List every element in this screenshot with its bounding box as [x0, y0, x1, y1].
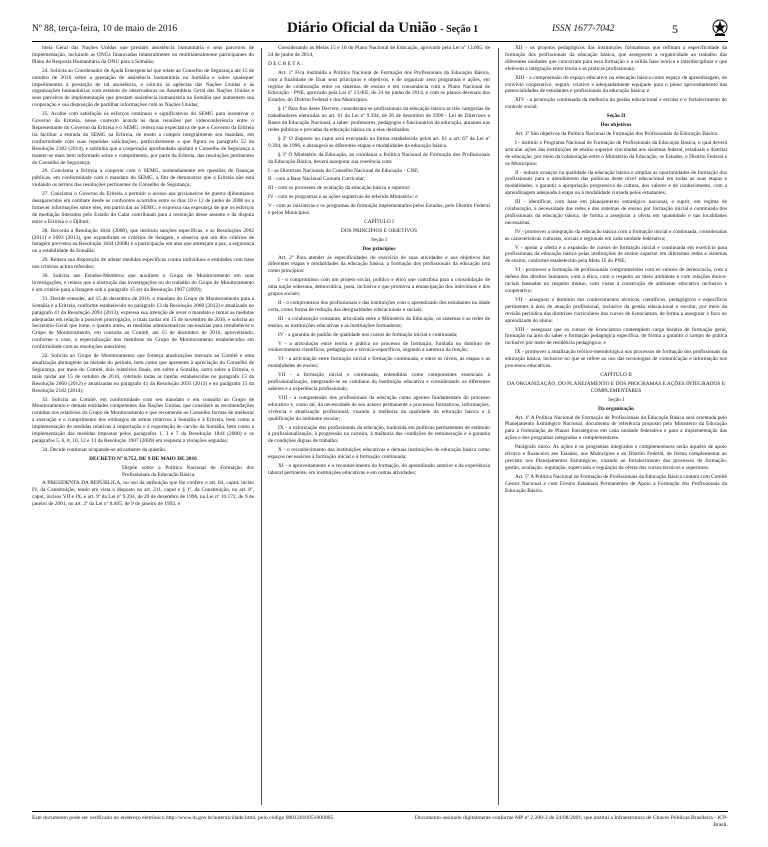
paragraph: IV - a garantia de padrão de qualidade nos cursos de formação inicial e continuada; [278, 331, 458, 338]
paragraph: IV - com os programas e as ações supletivas do referido Ministério; e [268, 194, 418, 201]
header-rule [32, 41, 728, 42]
paragraph: II - o compromisso dos profissionais e das instituições com o aprendizado dos estudantes na idade certa, como forma de redução das desigualdades educacionais e sociais; [268, 300, 490, 313]
paragraph: Parágrafo único. As ações e os programas integrados e complementares serão aqueles de apoio técnico e financeiro aos Estados, aos Municípios e ao Distrito Federal, de forma complementar ao previsto nos Planejamentos Estratégicos, visando ao fortalecimento dos processos de formação, gestão, avaliação, regulação, supervisão e regulação da oferta dos cursos técnicos e superiores. [505, 444, 727, 471]
paragraph: Art. 4º A Política Nacional de Formação de Profissionais da Educação Básica será orientada pelo Planejamento Estratégico Nacional, documento de referência proposto pelo Ministério da Educação para a formulação de Planos Estratégicos em cada unidade federativa e para a implementação das ações e dos programas integrados e complementares. [505, 414, 727, 442]
paragraph: IX - a valorização dos profissionais da educação, traduzida em políticas permanentes de estímulo à profissionalização, à progressão na carreira, à melhoria das condições de remuneração e à garantia de condições dignas de trabalho; [268, 424, 490, 445]
page-number: 5 [672, 22, 678, 36]
section-label: - Seção 1 [440, 24, 479, 35]
coat-of-arms-icon [710, 18, 730, 38]
paragraph: V - com as iniciativas e os programas de formação implementados pelos Estados, pelo Distrito Federal e pelos Municípios. [268, 203, 490, 217]
paragraph: 28. Recorda a Resolução 1844 (2008), que instituiu sanções específicas, e as Resoluções 2002 (2011) e 2093 (2013), que expandiram os critérios de listagem, e observa que um dos critérios de listagem previstos na Resolução 1844 (2008) é a participação em atos que ameaçam a paz, a segurança ou a estabilidade da Somália; [32, 227, 254, 255]
paragraph: Da organização [598, 405, 634, 412]
paragraph: CAPÍTULO II [600, 371, 632, 378]
paragraph: XII - os projetos pedagógicos das instituições formadoras que reflitam a especificidade da formação dos profissionais da educação básica, que assegurem a organicidade ao trabalho das diferentes unidades que concorram para essa formação e a sólida base teórica e interdisciplinar e que efetivem a integração entre teoria e as práticas profissionais; [505, 45, 727, 72]
paragraph: III - a colaboração constante, articulada entre o Ministério da Educação, os sistemas e as redes de ensino, as instituições educativas e as instituições formadoras; [268, 315, 490, 329]
paragraph: D E C R E T A : [268, 60, 303, 67]
paragraph: 33. Solicita ao Comitê, em conformidade com seu mandato e em consulta ao Grupo de Monitoramento e demais entidades competentes das Nações Unidas, que considere as recomendações contidas nos relatórios do Grupo de Monitoramento e que recomende ao Conselho formas de melhorar a execução e o cumprimento dos embargos de armas relativos à Somália e à Eritreia, bem como a implementação de medidas relativas à importação e à exportação de carvão da Somália, bem como a implementação das medidas impostas pelos parágrafos 1, 3 e 7 da Resolução 1844 (2008) e os parágrafos 5, 6, 8, 10, 12 e 13 da Resolução 1907 (2009) em resposta a violações seguidas; [32, 396, 254, 444]
paragraph: VII - assegurar o domínio dos conhecimentos técnicos, científicos, pedagógicos e específicos pertinentes à área de atuação profissional, inclusive da gestão educacional e escolar, por meio da revisão periódica das diretrizes curriculares dos cursos de licenciatura, de forma a assegurar o foco no aprendizado do aluno; [505, 296, 727, 324]
paragraph: 34. Decide continuar ocupando-se ativamente da questão. [42, 446, 167, 453]
paragraph: I - o compromisso com um projeto social, político e ético que contribua para a consolidação de uma nação soberana, democrática, justa, inclusiva e que promova a emancipação dos indivíduos e dos grupos sociais; [268, 277, 490, 298]
paragraph: Seção II [606, 113, 626, 120]
paragraph: 29. Reitera sua disposição de adotar medidas específicas contra indivíduos e entidades com base nos critérios acima referidos; [32, 257, 254, 271]
paragraph: Art. 3º São objetivos da Política Nacional de Formação dos Profissionais da Educação Básica: [515, 130, 719, 137]
paragraph: VII - a formação inicial e continuada, entendidas como componentes essenciais à profissionalização, integrando-se ao cotidiano da instituição educativa e considerando os diferentes saberes e a experiência profissionais; [268, 372, 490, 392]
paragraph: II - induzir avanços na qualidade da educação básica e ampliar as oportunidades de formação dos profissionais para o atendimento das políticas deste nível educacional em todas as suas etapas e modalidades, e garantir a apropriação progressiva da cultura, dos valores e do conhecimento, com a aprendizagem adequada à etapa ou à modalidade cursada pelos estudantes; [505, 169, 727, 197]
paragraph: § 3º O Ministério da Educação, ao coordenar a Política Nacional de Formação dos Profissionais da Educação Básica, deverá assegurar sua coerência com: [268, 151, 490, 165]
paragraph: Considerando as Metas 15 e 16 do Plano Nacional de Educação, aprovado pela Lei nº 13.005, de 24 de junho de 2014, [268, 45, 490, 58]
paragraph: III - com os processos de avaliação da educação básica e superior; [268, 185, 411, 192]
paragraph: XIV - a promoção continuada da melhoria da gestão educacional e escolar e o fortalecimento do controle social. [505, 97, 727, 111]
paragraph: IV - promover a integração da educação básica com a formação inicial e continuada, consideradas as características culturais, sociais e regionais em cada unidade federativa; [505, 228, 727, 242]
footer-verification: Este documento pode ser verificado no endereço eletrônico http://www.in.gov.br/autenticidade.html, pelo código 00012016051000005 [32, 815, 334, 821]
paragraph: X - o reconhecimento das instituições educativas e demais instituições de educação básica como espaços necessários à formação inicial e à formação continuada; [268, 447, 490, 461]
paragraph: I - instituir o Programa Nacional de Formação de Profissionais da Educação Básica, o qual deverá articular ações das instituições de ensino superior vinculadas aos sistemas federal, estaduais e distrital de educação, por meio da colaboração entre o Ministério da Educação, os Estados, o Distrito Federal e os Municípios; [505, 139, 727, 167]
paragraph: § 2º O disposto no caput será executado na forma estabelecida pelos art. 61 a art. 67 da Lei nº 9.394, de 1996, e abrangerá as diferentes etapas e modalidades da educação básica. [268, 135, 490, 149]
paragraph: Seção I [607, 396, 624, 403]
page-header [32, 20, 728, 42]
paragraph: V - apoiar a oferta e a expansão de cursos de formação inicial e continuada em exercício para profissionais da educação básica pelas instituições de ensino superior em diferentes redes e sistemas de ensino, conforme estabelecido pela Meta 15 do PNE; [505, 244, 727, 265]
footer-rule [32, 811, 728, 812]
paragraph: VI - promover a formação de profissionais comprometidos com os valores de democracia, com a defesa dos direitos humanos, com a ética, com o respeito ao meio ambiente e com relações étnico-raciais baseadas no respeito mútuo, com vistas à construção de ambiente educativo inclusivo e cooperativo; [505, 267, 727, 294]
paragraph: IX - promover a atualização teórico-metodológica nos processos de formação dos profissionais da educação básica, inclusive no que se refere ao uso das tecnologias de comunicação e informação nos processos educativos. [505, 349, 727, 370]
paragraph: 27. Conclama o Governo da Eritreia a permitir o acesso aos prisioneiros de guerra djiboutianos desaparecidos em combate desde os confrontos ocorridos entre os dias 10 e 12 de junho de 2008 ou a fornecer informações sobre eles, em particular ao SEMG, e expressa sua esperança de que os esforços de mediação liderados pelo Estado do Catar contribuam para a resolução desse assunto e da disputa entre a Eritreia e o Djibuti; [32, 191, 254, 225]
paragraph: VI - a articulação entre formação inicial e formação continuada, e entre os níveis, as etapas e as modalidades de ensino; [268, 356, 490, 370]
paragraph: CAPÍTULO I [364, 218, 394, 225]
paragraph: 26. Conclama a Eritreia a cooperar com o SEMG, nomeadamente em questões de finanças públicas, em conformidade com o mandato do SEMG, a fim de demonstrar que a Eritreia não está violando os termos das resoluções pertinentes do Conselho de Segurança; [32, 168, 254, 189]
column-divider [498, 48, 499, 805]
paragraph: Dispõe sobre a Política Nacional de Formação dos Profissionais da Educação Básica. [122, 464, 254, 478]
paragraph: Dos objetivos [600, 122, 632, 129]
paragraph: XIII - a compreensão do espaço educativo na educação básica como espaço de aprendizagem, de convívio cooperativo, seguro, criativo e adequadamente equipado para o pleno aproveitamento das potencialidades de estudantes e profissionais da educação básica; e [505, 74, 727, 95]
column-2 [268, 45, 490, 805]
paragraph: § 1º Para fins deste Decreto, consideram-se profissionais da educação básica as três categorias de trabalhadores elencadas no art. 61 da Lei nº 9.394, de 20 de dezembro de 1996 - Lei de Diretrizes e Bases da Educação Nacional, a saber: professores, pedagogos e funcionários da educação, atuantes nas redes públicas e privadas da educação básica ou a elas destinados. [268, 106, 490, 133]
paragraph: Dos princípios [362, 245, 396, 252]
paragraph: DOS PRINCÍPIOS E OBJETIVOS [340, 227, 418, 234]
paragraph: Art. 1º Fica instituída a Política Nacional de Formação dos Profissionais da Educação Básica, com a finalidade de fixar seus princípios e objetivos, e de organizar seus programas e ações, em regime de colaboração entre os sistemas de ensino e em consonância com o Plano Nacional de Educação - PNE, aprovado pela Lei nº 13.005, de 24 de junho de 2014, e com os planos decenais dos Estados, do Distrito Federal e dos Municípios. [268, 69, 490, 104]
paragraph: DECRETO Nº 8.752, DE 9 DE MAIO DE 2016 [89, 455, 197, 462]
column-3 [505, 45, 727, 805]
issn: ISSN 1677-7042 [552, 24, 615, 34]
paragraph: 25. Acolhe com satisfação os esforços contínuos e significativos do SEMG para incentivar o Governo da Eritreia, nesse contexto acorda as duas reuniões por videoconferência entre o Representante do Governo da Eritreia e o SEMG, reitera sua expectativa de que o Governo da Eritreia irá facilitar a entrada do SEMG na Eritreia, de modo a cumprir integralmente seu mandato, em conformidade com suas repetidas solicitações, particularmente a que figura no parágrafo 52 da Resolução 2182 (2014), e sublinha que a cooperação aprofundada ajudará o Conselho de Segurança a manter-se mais bem informado sobre o cumprimento, por parte da Eritreia, das resoluções pertinentes do Conselho de Segurança; [32, 111, 254, 166]
column-1 [32, 45, 254, 805]
paragraph: Seção I [370, 236, 387, 243]
paragraph: 31. Decide estender, até 15 de dezembro de 2016, o mandato do Grupo de Monitoramento para a Somália e a Eritreia, conforme estabelecido no parágrafo 13 da Resolução 2060 (2012) e atualizado no parágrafo 41 da Resolução 2093 (2013), expressa sua intenção de rever o mandato e tomar as medidas adequadas em relação a possível prorrogação, o mais tardar em 15 de novembro de 2016, e solicita ao Secretário-Geral que tome, o quanto antes, as medidas administrativas necessárias para restabelecer o Grupo de Monitoramento, em consulta ao Comitê, até 15 de dezembro de 2016, aproveitando, conforme o caso, a especialização dos membros do Grupo de Monitoramento estabelecidos em conformidade com as resoluções anteriores; [32, 295, 254, 351]
paragraph: Art. 2º Para atender às especificidades do exercício de suas atividades e aos objetivos das diferentes etapas e modalidades da educação básica, a formação dos profissionais da educação terá como princípios: [268, 254, 490, 275]
newspaper-title: Diário Oficial da União - Seção 1 [287, 20, 479, 36]
paragraph: XI - o aproveitamento e o reconhecimento da formação, do aprendizado anterior e da experiência laboral pertinente, em instituições educativas e em outras atividades; [268, 463, 490, 476]
footer-signature: Documento assinado digitalmente conforme MP nº 2.200-2 de 24/08/2001, que institui a Infraestrutura de Chaves Públicas Brasileira - ICP-Brasil. [414, 815, 728, 828]
paragraph: 30. Solicita aos Estados-Membros que auxiliem o Grupo de Monitoramento em suas investigações, e reitera que a obstrução das investigações ou do trabalho do Grupo de Monitoramento é um critério para a listagem sob o parágrafo 15 (e) da Resolução 1907 (2009); [32, 273, 254, 293]
paragraph: VIII - assegurar que os cursos de licenciatura contemplem carga horária de formação geral, formação na área do saber e formação pedagógica específica, de forma a garantir o campo de prática inclusive por meio de residência pedagógica; e [505, 326, 727, 347]
paragraph: 32. Solicita ao Grupo de Monitoramento que forneça atualizações mensais ao Comitê e uma atualização abrangente na metade do período, bem como que apresente à apreciação do Conselho de Segurança, por meio do Comitê, dois relatórios finais, um sobre a Somália, outro sobre a Eritreia, o mais tardar até 15 de outubro de 2016, cobrindo todas as tarefas estabelecidas no parágrafo 13 da Resolução 2060 (2012) e atualizadas no parágrafo 41 da Resolução 2093 (2013) e no parágrafo 15 da Resolução 2182 (2014); [32, 353, 254, 394]
paragraph: A PRESIDENTA DA REPÚBLICA, no uso da atribuição que lhe confere o art. 84, caput, inciso IV, da Constituição, tendo em vista o disposto no art. 211, caput e § 1º, da Constituição, no art. 8º, caput, incisos VII e IX, e art. 9º da Lei nº 9.394, de 20 de dezembro de 1996, na Lei nº 10.172, de 9 de janeiro de 2001, no art. 2º da Lei nº 8.405, de 9 de janeiro de 1992, e [32, 480, 254, 508]
paragraph: II - com a Base Nacional Comum Curricular; [268, 176, 366, 183]
paragraph: VIII - a compreensão dos profissionais da educação como agentes fundamentais do processo educativo e, como tal, da necessidade de seu acesso permanente a processos formativos, informações, vivência e atualização profissional, visando à melhoria da qualidade da educação básica e à qualificação do ambiente escolar; [268, 394, 490, 422]
paragraph: I - as Diretrizes Nacionais do Conselho Nacional de Educação - CNE; [268, 167, 420, 174]
paragraph: 24. Solicita ao Coordenador de Ajuda Emergencial que relate ao Conselho de Segurança até 15 de outubro de 2016 sobre a prestação de assistência humanitária na Somália e sobre quaisquer impedimentos à prestação de tal assistência, e solicita às agências das Nações Unidas e às organizações humanitárias com estatuto de observadoras na Assembleia Geral das Nações Unidas e seus parceiros de implementação que prestam assistência humanitária na Somália que aumentem sua cooperação e sua disposição de partilhar informações com as Nações Unidas; [32, 67, 254, 109]
paragraph: Art. 5º A Política Nacional de Formação de Profissionais da Educação Básica contará com Comitê Gestor Nacional e com Fóruns Estaduais Permanentes de Apoio à Formação dos Profissionais da Educação Básica. [505, 473, 727, 494]
paragraph: III - identificar, com base em planejamento estratégico nacional, e suprir, em regime de colaboração, a necessidade das redes e dos sistemas de ensino por formação inicial e continuada dos profissionais da educação básica, de forma a assegurar a oferta em quantidade e nas localidades necessárias; [505, 199, 727, 226]
paragraph: V - a articulação entre teoria e prática no processo de formação, fundada no domínio de conhecimentos científicos, pedagógicos e técnico-específicos, segundo a natureza da função; [268, 340, 490, 354]
paragraph: bleia Geral das Nações Unidas que prestam assistência humanitária e seus parceiros de implementação, incluindo as ONGs financiadas bilateralmente ou multilateralmente participantes do Plano de Resposta Humanitária da ONU para a Somália; [32, 45, 254, 65]
issue-date: Nº 88, terça-feira, 10 de maio de 2016 [32, 24, 178, 34]
paragraph: DA ORGANIZAÇÃO, DO PLANEJAMENTO E DOS PROGRAMAS E AÇÕES INTEGRADOS E COMPLEMENTARES [506, 380, 726, 394]
column-divider [261, 48, 262, 805]
